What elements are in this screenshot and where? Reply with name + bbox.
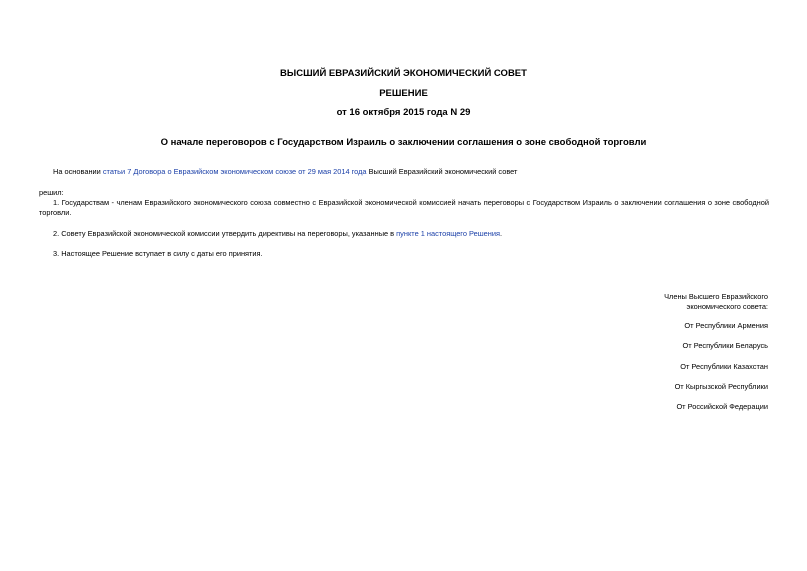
item-2-period: .: [499, 229, 503, 238]
signature-kazakhstan: От Республики Казахстан: [680, 362, 768, 371]
doc-type-heading: РЕШЕНИЕ: [379, 88, 428, 99]
item-2-text: 2. Совету Евразийской экономической комиссии утвердить директивы на переговоры, указанные в: [53, 229, 397, 238]
preamble-text-after: Высший Евразийский экономический совет: [366, 167, 518, 176]
signature-armenia: От Республики Армения: [684, 321, 768, 330]
decided-label: решил:: [39, 188, 64, 197]
org-heading: ВЫСШИЙ ЕВРАЗИЙСКИЙ ЭКОНОМИЧЕСКИЙ СОВЕТ: [280, 68, 527, 79]
paragraph-1-link[interactable]: пункте 1 настоящего Решения: [396, 229, 500, 238]
signature-belarus: От Республики Беларусь: [682, 341, 768, 350]
members-heading-line2: экономического совета:: [686, 302, 768, 311]
members-heading-line1: Члены Высшего Евразийского: [664, 292, 768, 301]
signature-russia: От Российской Федерации: [676, 402, 768, 411]
item-2: [53, 229, 502, 239]
treaty-article-link[interactable]: статьи 7 Договора о Евразийском экономическом союзе от 29 мая 2014 года: [102, 167, 367, 176]
date-number-heading: от 16 октября 2015 года N 29: [336, 107, 471, 118]
item-1: 1. Государствам - членам Евразийского экономического союза совместно с Евразийской экономической комиссией начать переговоры с Государством Израиль о заключении соглашения о зоне свободной торговли.: [39, 198, 769, 217]
item-3: 3. Настоящее Решение вступает в силу с даты его принятия.: [53, 249, 263, 258]
preamble: [53, 167, 517, 177]
document-title: О начале переговоров с Государством Израиль о заключении соглашения о зоне свободной торговли: [160, 137, 647, 148]
signature-kyrgyz: От Кыргызской Республики: [674, 382, 768, 391]
preamble-text-before: На основании: [53, 167, 103, 176]
members-heading: [664, 292, 768, 312]
